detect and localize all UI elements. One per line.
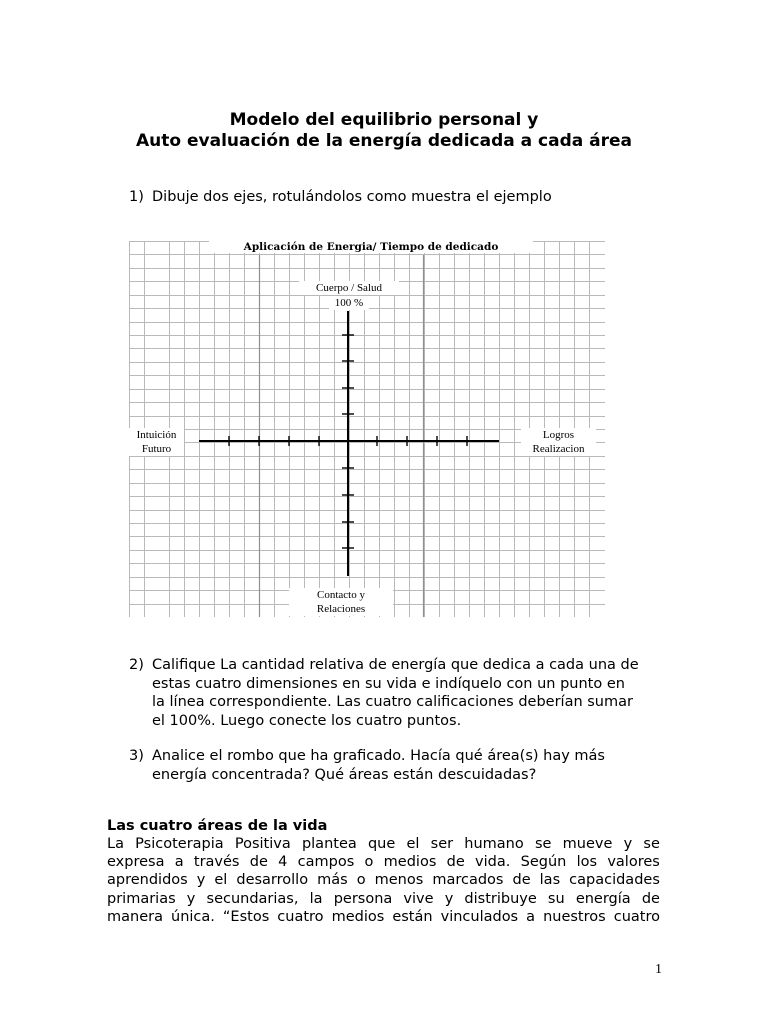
paragraph-word: vive bbox=[403, 890, 434, 907]
paragraph-word: valores bbox=[607, 854, 660, 871]
paragraph-word: energía bbox=[575, 890, 631, 907]
axis-label-left-line: Futuro bbox=[141, 443, 172, 455]
paragraph-word: de bbox=[249, 854, 268, 871]
paragraph-word: única. bbox=[171, 908, 215, 925]
title-line-2: Auto evaluación de la energía dedicada a cada área bbox=[136, 131, 632, 151]
paragraph-word: que bbox=[367, 836, 396, 852]
axis-label-bottom-line: Relaciones bbox=[316, 603, 366, 615]
axis-label-right bbox=[521, 428, 596, 456]
paragraph-word: Según bbox=[520, 854, 567, 871]
step-2-line: estas cuatro dimensiones en su vida e indíquelo con un punto en bbox=[152, 675, 625, 692]
paragraph-word: nuestros bbox=[543, 908, 606, 925]
paragraph-word: la bbox=[309, 890, 323, 907]
paragraph-word: Positiva bbox=[234, 836, 291, 852]
paragraph-word: los bbox=[576, 854, 598, 871]
paragraph-line bbox=[107, 871, 660, 889]
paragraph-line bbox=[107, 835, 660, 853]
axis-label-top-value: 100 % bbox=[329, 296, 369, 310]
paragraph-word: están bbox=[392, 908, 433, 925]
paragraph-word: capacidades bbox=[569, 872, 660, 889]
step-2-line: la línea correspondiente. Las cuatro calificaciones deberían sumar bbox=[152, 694, 633, 710]
paragraph-word: de bbox=[641, 890, 660, 907]
title-line-1: Modelo del equilibrio personal y bbox=[229, 110, 539, 130]
paragraph-word: el bbox=[406, 836, 420, 852]
paragraph-word: las bbox=[539, 872, 561, 889]
paragraph-word: desarrollo bbox=[236, 872, 309, 889]
paragraph-word: medios bbox=[383, 854, 437, 871]
paragraph-word: menos bbox=[374, 872, 424, 889]
axis-label-right-line: Logros bbox=[542, 429, 575, 441]
document-title bbox=[0, 110, 768, 152]
paragraph-word: se bbox=[643, 836, 660, 852]
paragraph-word: distribuye bbox=[464, 890, 537, 907]
paragraph-word: “Estos bbox=[222, 908, 270, 925]
paragraph-line bbox=[107, 890, 660, 908]
step-2-line: Califique La cantidad relativa de energía que dedica a cada una de bbox=[152, 657, 639, 673]
paragraph-word: y bbox=[444, 890, 454, 907]
step-3-line: Analice el rombo que ha graficado. Hacía qué área(s) hay más bbox=[152, 748, 605, 764]
paragraph-word: La bbox=[107, 836, 124, 852]
step-1-number: 1) bbox=[129, 189, 144, 205]
axis-label-top: Cuerpo / Salud bbox=[299, 281, 399, 295]
paragraph-word: campos bbox=[297, 854, 355, 871]
paragraph-word: secundarias, bbox=[206, 890, 299, 907]
paragraph-word: el bbox=[214, 872, 228, 889]
section-heading: Las cuatro áreas de la vida bbox=[107, 818, 328, 834]
paragraph-word: plantea bbox=[301, 836, 357, 852]
paragraph-word: marcados bbox=[432, 872, 504, 889]
paragraph-word: su bbox=[547, 890, 565, 907]
paragraph-word: vida. bbox=[475, 854, 511, 871]
paragraph-word: y bbox=[623, 836, 633, 852]
paragraph-word: Psicoterapia bbox=[135, 836, 224, 852]
paragraph-word: persona bbox=[333, 890, 393, 907]
paragraph-word: mueve bbox=[562, 836, 613, 852]
axis-label-right-line: Realizacion bbox=[532, 443, 585, 455]
paragraph-word: vinculados bbox=[440, 908, 519, 925]
axis-label-left-line: Intuición bbox=[136, 429, 177, 441]
paragraph-word: o bbox=[356, 872, 366, 889]
step-1-line: Dibuje dos ejes, rotulándolos como muestra el ejemplo bbox=[152, 189, 552, 205]
page-number: 1 bbox=[655, 962, 662, 977]
paragraph-word: cuatro bbox=[613, 908, 660, 925]
step-3-text bbox=[152, 747, 672, 784]
step-2-line: el 100%. Luego conecte los cuatro puntos. bbox=[152, 712, 462, 729]
paragraph-word: a bbox=[174, 854, 184, 871]
paragraph-word: manera bbox=[107, 908, 163, 925]
paragraph-word: través bbox=[193, 854, 240, 871]
step-3-line: energía concentrada? Qué áreas están descuidadas? bbox=[152, 766, 537, 783]
paragraph-word: se bbox=[534, 836, 552, 852]
paragraph-word: o bbox=[364, 854, 374, 871]
paragraph-word: expresa bbox=[107, 854, 165, 871]
paragraph-word: más bbox=[317, 872, 348, 889]
axis-label-left bbox=[129, 428, 184, 456]
axis-label-bottom-line: Contacto y bbox=[317, 589, 365, 601]
paragraph-word: de bbox=[512, 872, 531, 889]
paragraph-word: humano bbox=[464, 836, 524, 852]
step-3-number: 3) bbox=[129, 748, 144, 764]
figure-title: Aplicación de Energia/ Tiempo de dedicado bbox=[209, 241, 533, 253]
paragraph-word: medios bbox=[331, 908, 385, 925]
step-2-number: 2) bbox=[129, 657, 144, 673]
step-2-text bbox=[152, 656, 672, 730]
paragraph-word: primarias bbox=[107, 890, 176, 907]
paragraph-word: de bbox=[446, 854, 465, 871]
paragraph-word: y bbox=[186, 890, 196, 907]
paragraph-line bbox=[107, 853, 660, 871]
paragraph-word: aprendidos bbox=[107, 872, 188, 889]
axes-figure bbox=[129, 241, 605, 617]
paragraph-word: 4 bbox=[278, 854, 288, 871]
paragraph-line bbox=[107, 908, 660, 926]
paragraph-word: ser bbox=[430, 836, 454, 852]
paragraph-word: y bbox=[196, 872, 206, 889]
step-1-text bbox=[152, 188, 672, 207]
axis-label-bottom bbox=[289, 588, 393, 616]
paragraph-word: a bbox=[526, 908, 536, 925]
body-paragraph bbox=[107, 835, 660, 926]
paragraph-word: cuatro bbox=[277, 908, 324, 925]
